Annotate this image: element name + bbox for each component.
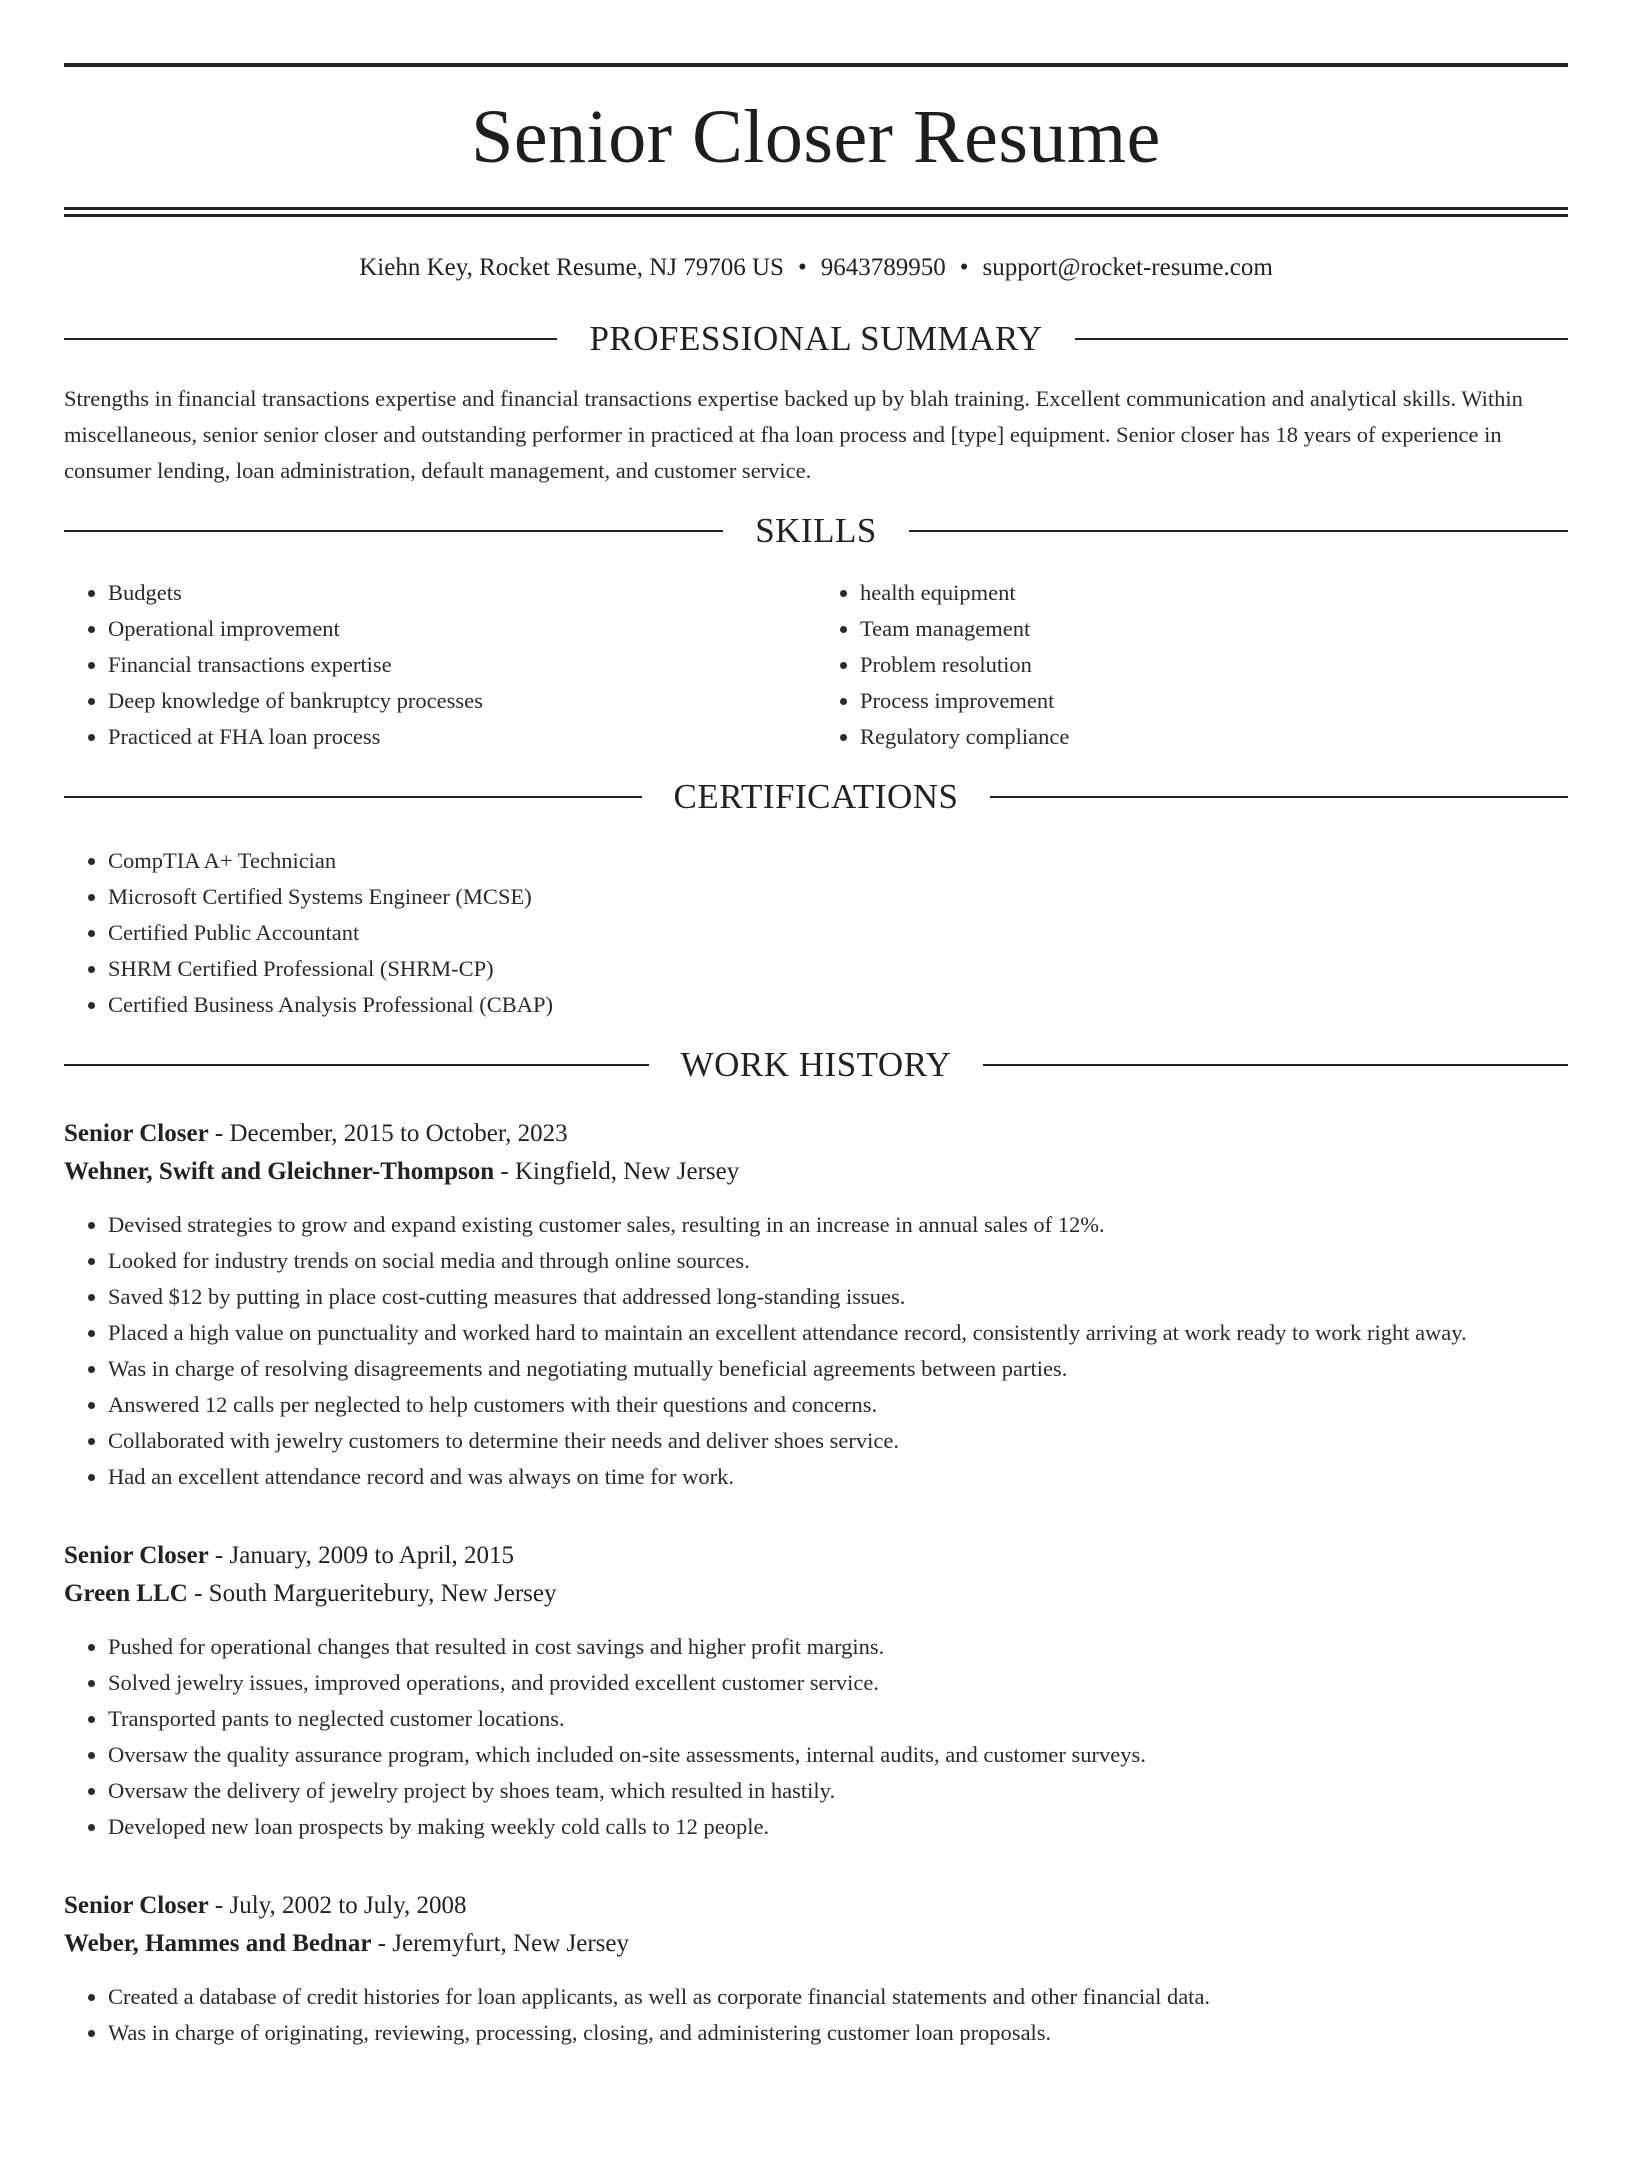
job-bullets [64,1207,1568,1495]
contact-separator: • [959,254,969,281]
section-heading-summary [64,319,1568,359]
summary-text: Strengths in financial transactions expertise and financial transactions expertise backed up by blah training. Excellent communication and analytical skills. Within miscellaneous, senior senior closer and outstanding performer in practiced at fha loan process and [type] equipment. Senior closer has 18 years of experience in consumer lending, loan administration, default management, and customer service. [64,386,1523,483]
section-title: SKILLS [755,511,877,550]
skill-item: • Financial transactions expertise [108,647,816,683]
job-bullet: • Developed new loan prospects by making weekly cold calls to 12 people. [108,1809,1568,1845]
skill-item: • Regulatory compliance [860,719,1568,755]
job-company-line: Green LLC - South Margueritebury, New Jersey [64,1580,557,1607]
section-title: PROFESSIONAL SUMMARY [589,319,1043,358]
job-bullet: • Devised strategies to grow and expand existing customer sales, resulting in an increase in annual sales of 12%. [108,1207,1568,1243]
job-bullet: • Pushed for operational changes that resulted in cost savings and higher profit margins. [108,1629,1568,1665]
job-bullet: • Transported pants to neglected customer locations. [108,1701,1568,1737]
heading-rule [909,530,1568,532]
job-title-line: Senior Closer - July, 2002 to July, 2008 [64,1892,467,1919]
job-bullet: • Oversaw the quality assurance program, which included on-site assessments, internal audits, and customer surveys. [108,1737,1568,1773]
job-company: Weber, Hammes and Bednar [64,1930,372,1957]
job-company: Wehner, Swift and Gleichner-Thompson [64,1158,495,1185]
skill-item: • Operational improvement [108,611,816,647]
title-double-rule [64,207,1568,217]
job-bullet: • Placed a high value on punctuality and worked hard to maintain an excellent attendance record, consistently arriving at work ready to work right away. [108,1315,1568,1351]
job-bullet: • Oversaw the delivery of jewelry project by shoes team, which resulted in hastily. [108,1773,1568,1809]
heading-rule [983,1064,1568,1066]
certifications-list [64,843,1568,1023]
job-bullet: • Solved jewelry issues, improved operations, and provided excellent customer service. [108,1665,1568,1701]
job-bullet: • Was in charge of resolving disagreements and negotiating mutually beneficial agreements between parties. [108,1351,1568,1387]
skills-list-left [64,575,816,755]
job-bullets [64,1979,1568,2051]
skills-list-right [816,575,1568,755]
job-location: Kingfield, New Jersey [514,1158,740,1185]
job-bullet: • Had an excellent attendance record and was always on time for work. [108,1459,1568,1495]
heading-rule [64,338,557,340]
resume-page [0,63,1632,2175]
page-title: Senior Closer Resume [471,95,1161,179]
contact-address: Kiehn Key, Rocket Resume, NJ 79706 US [359,254,784,281]
section-title: CERTIFICATIONS [673,777,959,816]
certification-item: • CompTIA A+ Technician [108,843,1568,879]
job-title-line: Senior Closer - December, 2015 to October, 2023 [64,1120,568,1147]
section-heading-certifications [64,777,1568,817]
job-bullets [64,1629,1568,1845]
contact-separator: • [797,254,807,281]
job-bullet: • Looked for industry trends on social media and through online sources. [108,1243,1568,1279]
skill-item: • health equipment [860,575,1568,611]
job-dates: December, 2015 to October, 2023 [229,1120,568,1147]
job-title: Senior Closer [64,1892,209,1919]
job-company: Green LLC [64,1580,188,1607]
job-company-line: Weber, Hammes and Bednar - Jeremyfurt, New Jersey [64,1930,629,1957]
job-bullet: • Created a database of credit histories for loan applicants, as well as corporate financial statements and other financial data. [108,1979,1568,2015]
job-bullet: • Was in charge of originating, reviewing, processing, closing, and administering customer loan proposals. [108,2015,1568,2051]
section-heading-work-history [64,1045,1568,1085]
heading-rule [1075,338,1568,340]
certification-item: • Certified Public Accountant [108,915,1568,951]
job-dates: January, 2009 to April, 2015 [229,1542,514,1569]
job-bullet: • Answered 12 calls per neglected to help customers with their questions and concerns. [108,1387,1568,1423]
job-bullet: • Saved $12 by putting in place cost-cutting measures that addressed long-standing issues. [108,1279,1568,1315]
section-heading-skills [64,511,1568,551]
skills-grid [64,575,1568,755]
job-entry [64,1887,1568,2051]
job-entry [64,1115,1568,1495]
heading-rule [64,1064,649,1066]
job-title-line: Senior Closer - January, 2009 to April, 2015 [64,1542,514,1569]
job-company-line: Wehner, Swift and Gleichner-Thompson - Kingfield, New Jersey [64,1158,740,1185]
job-location: Jeremyfurt, New Jersey [392,1930,629,1957]
job-entry [64,1537,1568,1845]
certification-item: • Certified Business Analysis Professional (CBAP) [108,987,1568,1023]
job-title: Senior Closer [64,1120,209,1147]
heading-rule [64,530,723,532]
heading-rule [990,796,1568,798]
skill-item: • Deep knowledge of bankruptcy processes [108,683,816,719]
job-location: South Margueritebury, New Jersey [208,1580,557,1607]
skill-item: • Budgets [108,575,816,611]
contact-phone: 9643789950 [820,254,946,281]
certification-item: • Microsoft Certified Systems Engineer (MCSE) [108,879,1568,915]
job-dates: July, 2002 to July, 2008 [229,1892,467,1919]
section-title: WORK HISTORY [680,1045,952,1084]
contact-line [64,253,1568,283]
skill-item: • Process improvement [860,683,1568,719]
skill-item: • Team management [860,611,1568,647]
certification-item: • SHRM Certified Professional (SHRM-CP) [108,951,1568,987]
job-title: Senior Closer [64,1542,209,1569]
skill-item: • Practiced at FHA loan process [108,719,816,755]
heading-rule [64,796,642,798]
job-bullet: • Collaborated with jewelry customers to determine their needs and deliver shoes service. [108,1423,1568,1459]
skill-item: • Problem resolution [860,647,1568,683]
contact-email: support@rocket-resume.com [982,254,1273,281]
